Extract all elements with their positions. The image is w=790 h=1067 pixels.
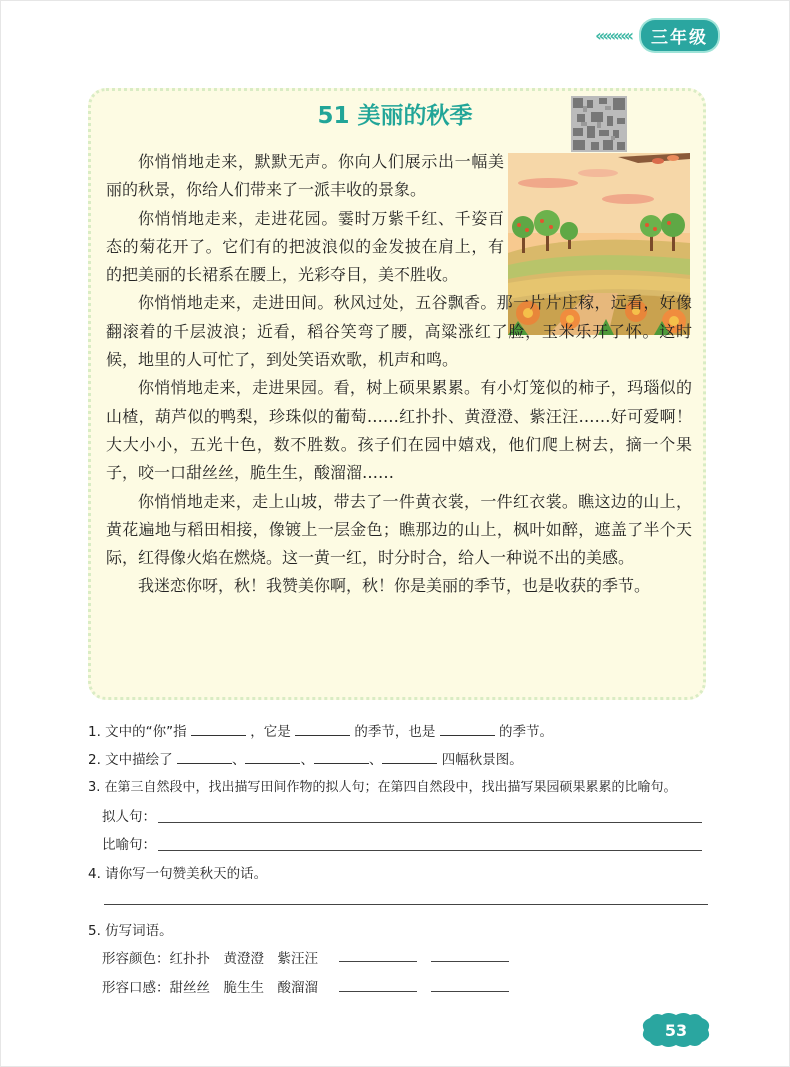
question-1: 1. 文中的“你”指 ，它是 的季节，也是 的季节。: [88, 724, 553, 740]
answer-blank[interactable]: [382, 751, 437, 764]
color-words-row: 形容颜色：红扑扑 黄澄澄 紫汪汪: [102, 951, 318, 967]
qr-code-icon[interactable]: [571, 96, 627, 152]
question-4: 4. 请你写一句赞美秋天的话。: [88, 866, 268, 882]
personification-label: 拟人句：: [102, 809, 156, 825]
paragraph-6: 我迷恋你呀，秋！我赞美你啊，秋！你是美丽的季节，也是收获的季节。: [138, 576, 651, 596]
grade-badge: 三年级: [641, 20, 718, 51]
question-3: 3. 在第三自然段中，找出描写田间作物的拟人句；在第四自然段中，找出描写果园硕果累累的比喻句。: [88, 780, 677, 795]
personification-answer-line[interactable]: [158, 822, 702, 823]
page-number-badge: [640, 1012, 712, 1048]
lesson-text: [106, 148, 692, 601]
simile-label: 比喻句：: [102, 837, 156, 853]
praise-answer-line[interactable]: [104, 904, 708, 905]
answer-blank[interactable]: [440, 723, 495, 736]
paragraph-1: 你悄悄地走来，默默无声。你向人们展示出一幅美丽的秋景，你给人们带来了一派丰收的景象。: [106, 152, 504, 200]
taste-word-blank-1[interactable]: [339, 991, 417, 992]
question-2: 2. 文中描绘了 、 、 、 四幅秋景图。: [88, 752, 523, 768]
paragraph-3: 你悄悄地走来，走进田间。秋风过处，五谷飘香。那一片片庄稼，远看，好像翻滚着的千层波浪；近看，稻谷笑弯了腰，高粱涨红了脸，玉米乐开了怀。这时候，地里的人可忙了，到处笑语欢歌，机声和鸣。: [106, 293, 692, 370]
answer-blank[interactable]: [191, 723, 246, 736]
paragraph-4: 你悄悄地走来，走进果园。看，树上硕果累累。有小灯笼似的柿子，玛瑙似的山楂，葫芦似的鸭梨，珍珠似的葡萄……红扑扑、黄澄澄、紫汪汪……好可爱啊！大大小小，五光十色，数不胜数。孩子们在园中嬉戏，他们爬上树去，摘一个果子，咬一口甜丝丝，脆生生，酸溜溜……: [106, 378, 692, 483]
answer-blank[interactable]: [295, 723, 350, 736]
color-word-blank-2[interactable]: [431, 961, 509, 962]
color-word-blank-1[interactable]: [339, 961, 417, 962]
taste-words-row: 形容口感：甜丝丝 脆生生 酸溜溜: [102, 980, 318, 996]
chevron-decoration-icon: ‹‹‹‹‹‹‹‹‹‹: [595, 26, 631, 45]
question-5: 5. 仿写词语。: [88, 923, 173, 939]
simile-answer-line[interactable]: [158, 850, 702, 851]
answer-blank[interactable]: [245, 751, 300, 764]
taste-word-blank-2[interactable]: [431, 991, 509, 992]
grade-header: [595, 20, 718, 51]
paragraph-2: 你悄悄地走来，走进花园。霎时万紫千红、千姿百态的菊花开了。它们有的把波浪似的金发披在肩上，有的把美丽的长裙系在腰上，光彩夺目，美不胜收。: [106, 208, 504, 285]
answer-blank[interactable]: [314, 751, 369, 764]
page-number: 53: [664, 1021, 688, 1040]
paragraph-5: 你悄悄地走来，走上山坡，带去了一件黄衣裳，一件红衣裳。瞧这边的山上，黄花遍地与稻田相接，像镀上一层金色；瞧那边的山上，枫叶如醉，遮盖了半个天际，红得像火焰在燃烧。这一黄一红，时分时合，给人一种说不出的美感。: [106, 491, 692, 568]
answer-blank[interactable]: [177, 751, 232, 764]
lesson-title: 51 美丽的秋季: [317, 103, 473, 129]
